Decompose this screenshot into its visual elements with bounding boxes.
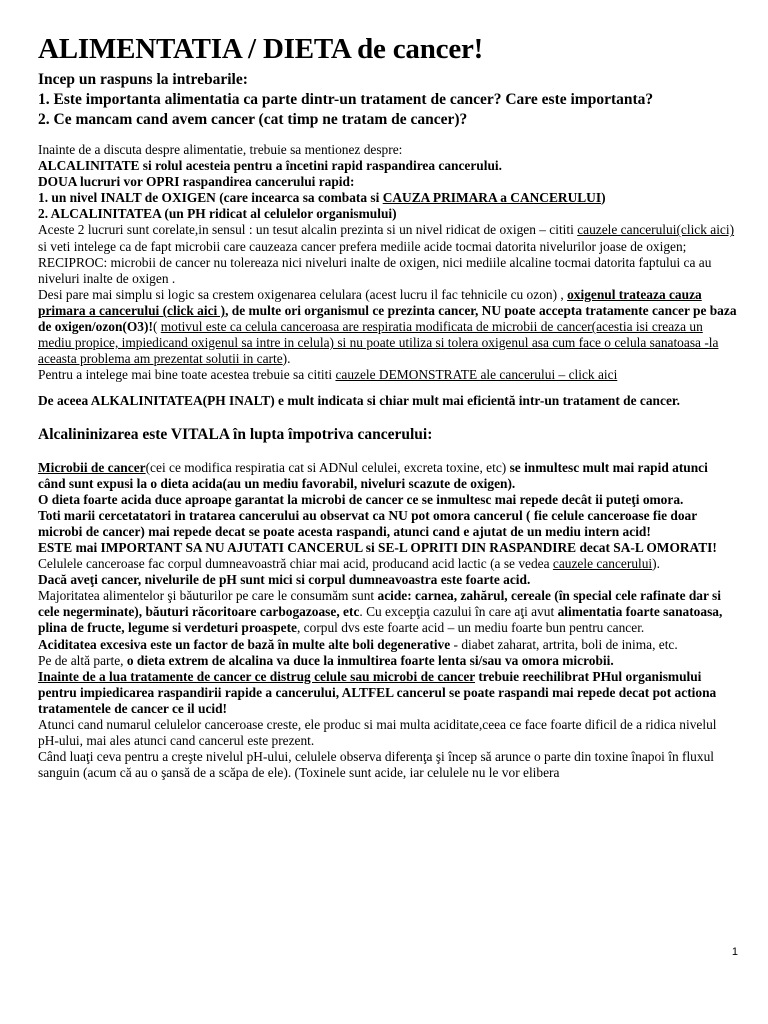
- oxigenare-text-bold: , de multe ori organismul ce prezinta cancer, NU poate accepta tratamente cancer pe baza de oxigen/ozon(O3)!: [38, 302, 737, 335]
- alkalinitatea-b: e mult indicata si chiar mult mai eficientă intr-un tratament de cancer.: [278, 393, 680, 409]
- corelate-text-b: si veti intelege ca de fapt microbii care cauzeaza cancer prefera mediile acide tocmai datorita nivelurilor joase de oxigen; RECIPROC: microbii de cancer nu tolereaza nici niveluri inalte de oxigen, nici mediile alcaline tocmai datorita faptului ca au niveluri inalte de oxigen .: [38, 238, 712, 286]
- majoritatea-e: , corpul dvs este foarte acid – un mediu foarte bun pentru cancer.: [296, 620, 645, 636]
- oxigenare-close: ).: [282, 351, 291, 367]
- microbii-paren: (cei ce modifica respiratia cat si ADNul celulei, excreta toxine, etc): [145, 459, 507, 475]
- section-heading-vitala: Alcalininizarea este VITALA în lupta împotriva cancerului:: [38, 426, 433, 443]
- alta-parte-b: o dieta extrem de alcalina va duce la inmultirea foarte lenta si/sau va omora microbii.: [126, 652, 614, 668]
- paragraph-corelate: [38, 222, 738, 286]
- paragraph-ph-mici: Dacă aveţi cancer, nivelurile de pH sunt mici si corpul dumneavoastra este foarte acid.: [38, 572, 531, 588]
- paragraph-alcalinitatea: 2. ALCALINITATEA (un PH ridicat al celulelor organismului): [38, 206, 397, 222]
- aciditatea-a: Aciditatea excesiva este un factor de bază în multe alte boli degenerative: [38, 636, 451, 652]
- paragraph-ph-crestere: Când luaţi ceva pentru a creşte nivelul pH-ului, celulele observa diferenţa şi încep să arunce o parte din toxine înapoi în fluxul sanguin (acum că au o şansă de a scăpa de ele). (Toxinele sunt acide, iar celulele nu le vor elibera: [38, 749, 714, 781]
- paragraph-aciditatea: [38, 637, 738, 653]
- motivul-link[interactable]: motivul este ca celula canceroasa are respiratia modificata de microbii de cancer(acestia isi creaza un mediu propice, impiedicand oxigenul sa intre in celula) si nu poate utiliza si tolera oxigenul asa cum face o celula sanatoasa -la aceasta problema am prezentat solutii in carte: [38, 319, 719, 367]
- oxigen-close: ): [601, 190, 606, 206]
- alkalinitatea-a: De aceea ALKALINITATEA(PH INALT): [38, 393, 279, 409]
- paragraph-numarul: Atunci cand numarul celulelor canceroase creste, ele produc si mai multa aciditate,ceea ce face foarte dificil de a ridica nivelul pH-ului, mai ales atunci cand cancerul este prezent.: [38, 717, 717, 749]
- page-title: ALIMENTATIA / DIETA de cancer!: [38, 33, 484, 65]
- majoritatea-d: alimentatia foarte sanatoasa, plina de fructe, legume si verdeturi proaspete: [38, 604, 723, 636]
- paragraph-demonstrate: [38, 367, 738, 383]
- document-page: [38, 32, 738, 781]
- majoritatea-c: . Cu excepţia cazului în care aţi avut: [359, 604, 558, 620]
- paragraph-alcalinitate: ALCALINITATE si rolul acesteia pentru a încetini rapid raspandirea cancerului.: [38, 158, 502, 174]
- paragraph-alkalinitatea: [38, 393, 738, 409]
- cauza-primara-link[interactable]: CAUZA PRIMARA a CANCERULUI: [382, 190, 602, 206]
- cauzele-demonstrate-link[interactable]: cauzele DEMONSTRATE ale cancerului – click aici: [335, 367, 618, 383]
- majoritatea-a: Majoritatea alimentelor şi băuturilor pe care le consumăm sunt: [38, 588, 378, 604]
- page-number: 1: [731, 946, 738, 958]
- intro-question-0: Incep un raspuns la intrebarile:: [38, 71, 248, 88]
- cauzele-cancerului-link-2[interactable]: cauzele cancerului: [552, 556, 653, 572]
- inainte-link[interactable]: Inainte de a lua tratamente de cancer ce distrug celule sau microbi de cancer: [38, 668, 475, 684]
- oxigenare-text-a: Desi pare mai simplu si logic sa crestem oxigenarea celulara (acest lucru il fac tehnicile cu ozon) ,: [38, 286, 568, 302]
- alta-parte-a: Pe de altă parte,: [38, 652, 127, 668]
- oxigen-text: 1. un nivel INALT de OXIGEN (care incearca sa combata si: [38, 190, 383, 206]
- aciditatea-b: - diabet zaharat, artrita, boli de inima, etc.: [450, 636, 678, 652]
- celulele-a: Celulele canceroase fac corpul dumneavoastră chiar mai acid, producand acid lactic (a se vedea: [38, 556, 553, 572]
- intro-question-2: 2. Ce mancam cand avem cancer (cat timp ne tratam de cancer)?: [38, 111, 468, 128]
- corelate-text-a: Aceste 2 lucruri sunt corelate,in sensul : un tesut alcalin prezinta si un nivel ridicat de oxigen – cititi: [38, 222, 578, 238]
- oxigenare-open: (: [152, 319, 161, 335]
- paragraph-oxigen: [38, 190, 738, 206]
- demonstrate-text: Pentru a intelege mai bine toate acestea trebuie sa cititi: [38, 367, 336, 383]
- paragraph-intro: Inainte de a discuta despre alimentatie, trebuie sa mentionez despre:: [38, 142, 403, 157]
- paragraph-celulele: [38, 556, 738, 572]
- celulele-c: ).: [652, 556, 660, 572]
- paragraph-microbii: [38, 460, 738, 492]
- paragraph-inainte: [38, 669, 738, 717]
- paragraph-important: ESTE mai IMPORTANT SA NU AJUTATI CANCERUL si SE-L OPRITI DIN RASPANDIRE decat SA-L OMORATI!: [38, 539, 717, 555]
- microbii-link[interactable]: Microbii de cancer: [38, 459, 146, 475]
- microbii-rest: se inmultesc mult mai rapid atunci când sunt expusi la o dieta acida(au un mediu favorabil, niveluri scazute de oxigen).: [38, 459, 708, 491]
- majoritatea-b: acide: carnea, zahărul, cereale (în special cele rafinate dar si cele negerminate), băuturi răcoritoare carbogazoase, etc: [38, 588, 721, 620]
- cauzele-cancerului-link[interactable]: cauzele cancerului(click aici): [577, 222, 735, 238]
- paragraph-oxigenare: [38, 287, 738, 367]
- paragraph-doua-lucruri: DOUA lucruri vor OPRI raspandirea cancerului rapid:: [38, 174, 355, 190]
- paragraph-alta-parte: [38, 653, 738, 669]
- paragraph-dieta-acida: O dieta foarte acida duce aproape garantat la microbi de cancer ce se inmultesc mai repede decât ii puteţi omora.: [38, 491, 684, 507]
- oxigenul-trateaza-link[interactable]: oxigenul trateaza cauza primara a cancerului (click aici ): [38, 286, 702, 318]
- inainte-b: trebuie reechilibrat PHul organismului pentru impiedicarea raspandirii rapide a cancerului, ALTFEL cancerul se poate raspandi mai repede decat pot actiona tratamentele de cancer ce il ucid!: [38, 668, 717, 716]
- paragraph-majoritatea: [38, 588, 738, 636]
- paragraph-cercetatori: Toti marii cercetatatori in tratarea cancerului au observat ca NU pot omora cancerul ( fie celule canceroase fie doar microbi de cancer) mai repede decat se poate acesta raspandi, atunci cand e ajutat de un mediu intern acid!: [38, 507, 697, 539]
- intro-question-1: 1. Este importanta alimentatia ca parte dintr-un tratament de cancer? Care este importanta?: [38, 91, 654, 108]
